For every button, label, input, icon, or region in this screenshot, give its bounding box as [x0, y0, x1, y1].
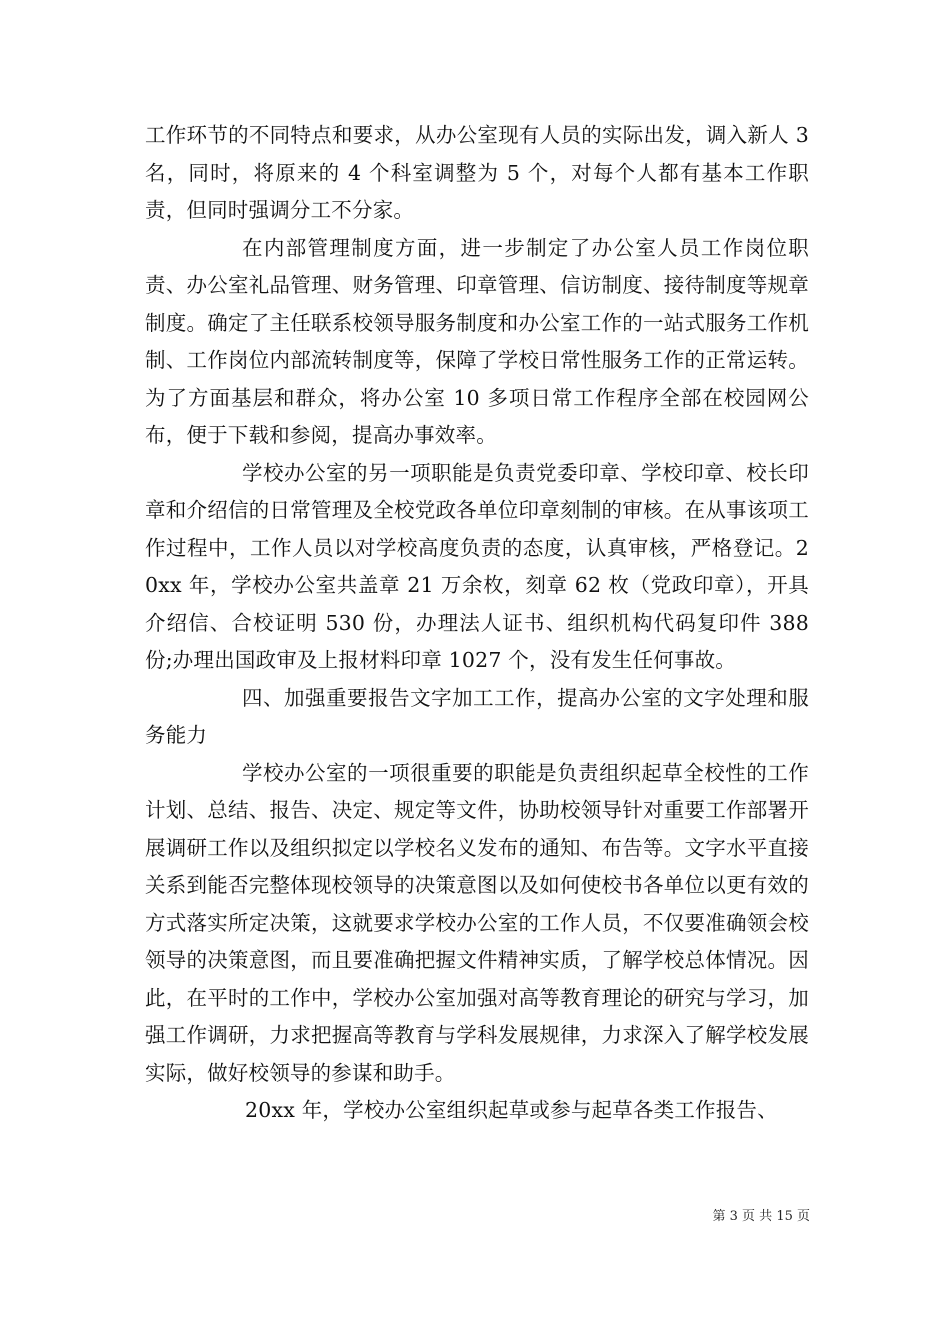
section-heading: 四、加强重要报告文字加工工作，提高办公室的文字处理和服务能力 — [145, 685, 809, 747]
page-number: 第 3 页 共 15 页 — [712, 1209, 810, 1224]
paragraph-3: 学校办公室的另一项职能是负责党委印章、学校印章、校长印章和介绍信的日常管理及全校党政各单位印章刻制的审核。在从事该项工作过程中，工作人员以对学校高度负责的态度，认真审核，严格登记。20xx 年，学校办公室共盖章 21 万余枚，刻章 62 枚（党政印章），开具介绍信、合校证明 530 份，办理法人证书、组织机构代码复印件 388 份;办理出国政审及上报材料印章 1027 个，没有发生任何事故。 — [145, 460, 809, 672]
paragraph-1: 工作环节的不同特点和要求，从办公室现有人员的实际出发，调入新人 3 名，同时，将原来的 4 个科室调整为 5 个，对每个人都有基本工作职责，但同时强调分工不分家。 — [145, 123, 809, 222]
paragraph-2: 在内部管理制度方面，进一步制定了办公室人员工作岗位职责、办公室礼品管理、财务管理、印章管理、信访制度、接待制度等规章制度。确定了主任联系校领导服务制度和办公室工作的一站式服务工作机制、工作岗位内部流转制度等，保障了学校日常性服务工作的正常运转。为了方面基层和群众，将办公室 10 多项日常工作程序全部在校园网公布，便于下载和参阅，提高办事效率。 — [145, 235, 809, 447]
paragraph-4: 学校办公室的一项很重要的职能是负责组织起草全校性的工作计划、总结、报告、决定、规定等文件，协助校领导针对重要工作部署开展调研工作以及组织拟定以学校名义发布的通知、布告等。文字水平直接关系到能否完整体现校领导的决策意图以及如何使校书各单位以更有效的方式落实所定决策，这就要求学校办公室的工作人员，不仅要准确领会校领导的决策意图，而且要准确把握文件精神实质，了解学校总体情况。因此，在平时的工作中，学校办公室加强对高等教育理论的研究与学习，加强工作调研，力求把握高等教育与学科发展规律，力求深入了解学校发展实际，做好校领导的参谋和助手。 — [145, 760, 809, 1085]
paragraph-5: 20xx 年，学校办公室组织起草或参与起草各类工作报告、 — [245, 1098, 778, 1122]
document-body — [145, 117, 809, 1130]
